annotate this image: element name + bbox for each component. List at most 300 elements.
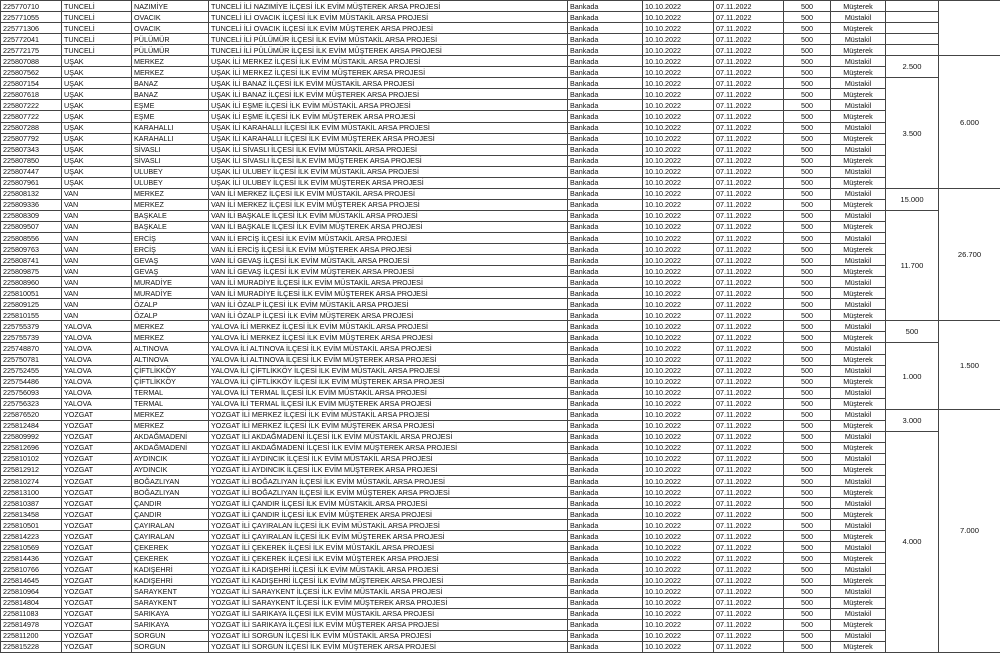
start-date-cell: 10.10.2022 <box>643 520 714 531</box>
quota-cell: 500 <box>784 641 831 652</box>
application-no-cell: 225813100 <box>1 487 62 498</box>
province-cell: UŞAK <box>62 111 132 122</box>
project-name-cell: VAN İLİ BAŞKALE İLÇESİ İLK EVİM MÜSTAKİL ARSA PROJESİ <box>209 210 568 221</box>
empty-cell <box>886 34 939 45</box>
start-date-cell: 10.10.2022 <box>643 332 714 343</box>
quota-cell: 500 <box>784 144 831 155</box>
status-cell: Bankada <box>568 133 643 144</box>
project-name-cell: YOZGAT İLİ AYDINCIK İLÇESİ İLK EVİM MÜSTAKİL ARSA PROJESİ <box>209 453 568 464</box>
start-date-cell: 10.10.2022 <box>643 244 714 255</box>
province-cell: VAN <box>62 199 132 210</box>
table-row <box>1 277 1000 288</box>
quota-cell: 500 <box>784 431 831 442</box>
start-date-cell: 10.10.2022 <box>643 464 714 475</box>
district-cell: MERKEZ <box>132 67 209 78</box>
project-name-cell: VAN İLİ ÖZALP İLÇESİ İLK EVİM MÜSTAKİL ARSA PROJESİ <box>209 299 568 310</box>
type-cell: Müstakil <box>831 255 886 266</box>
application-no-cell: 225812912 <box>1 464 62 475</box>
project-name-cell: VAN İLİ ÖZALP İLÇESİ İLK EVİM MÜŞTEREK ARSA PROJESİ <box>209 310 568 321</box>
table-row <box>1 244 1000 255</box>
start-date-cell: 10.10.2022 <box>643 442 714 453</box>
status-cell: Bankada <box>568 343 643 354</box>
type-cell: Müstakil <box>831 210 886 221</box>
quota-cell: 500 <box>784 553 831 564</box>
type-cell: Müşterek <box>831 111 886 122</box>
quota-cell: 500 <box>784 531 831 542</box>
district-cell: ALTINOVA <box>132 354 209 365</box>
province-cell: YOZGAT <box>62 520 132 531</box>
start-date-cell: 10.10.2022 <box>643 78 714 89</box>
district-cell: PÜLÜMÜR <box>132 34 209 45</box>
end-date-cell: 07.11.2022 <box>714 542 784 553</box>
district-cell: MURADİYE <box>132 277 209 288</box>
district-cell: MERKEZ <box>132 321 209 332</box>
end-date-cell: 07.11.2022 <box>714 520 784 531</box>
project-name-cell: UŞAK İLİ SİVASLI İLÇESİ İLK EVİM MÜSTAKİL ARSA PROJESİ <box>209 144 568 155</box>
district-cell: ERCİŞ <box>132 244 209 255</box>
district-cell: BAŞKALE <box>132 210 209 221</box>
status-cell: Bankada <box>568 520 643 531</box>
province-cell: UŞAK <box>62 67 132 78</box>
end-date-cell: 07.11.2022 <box>714 498 784 509</box>
status-cell: Bankada <box>568 630 643 641</box>
end-date-cell: 07.11.2022 <box>714 464 784 475</box>
status-cell: Bankada <box>568 409 643 420</box>
quota-cell: 500 <box>784 1 831 12</box>
status-cell: Bankada <box>568 542 643 553</box>
project-name-cell: UŞAK İLİ MERKEZ İLÇESİ İLK EVİM MÜSTAKİL ARSA PROJESİ <box>209 56 568 67</box>
table-row <box>1 89 1000 100</box>
start-date-cell: 10.10.2022 <box>643 453 714 464</box>
district-cell: AKDAĞMADENİ <box>132 442 209 453</box>
start-date-cell: 10.10.2022 <box>643 531 714 542</box>
table-row <box>1 255 1000 266</box>
status-cell: Bankada <box>568 575 643 586</box>
end-date-cell: 07.11.2022 <box>714 431 784 442</box>
province-cell: YOZGAT <box>62 409 132 420</box>
table-row <box>1 67 1000 78</box>
status-cell: Bankada <box>568 144 643 155</box>
table-row <box>1 221 1000 232</box>
project-name-cell: YOZGAT İLİ SARIKAYA İLÇESİ İLK EVİM MÜSTAKİL ARSA PROJESİ <box>209 608 568 619</box>
province-cell: YOZGAT <box>62 641 132 652</box>
district-cell: OVACIK <box>132 23 209 34</box>
empty-cell <box>886 1 939 12</box>
province-cell: YOZGAT <box>62 564 132 575</box>
start-date-cell: 10.10.2022 <box>643 155 714 166</box>
end-date-cell: 07.11.2022 <box>714 376 784 387</box>
project-name-cell: UŞAK İLİ EŞME İLÇESİ İLK EVİM MÜŞTEREK ARSA PROJESİ <box>209 111 568 122</box>
table-row <box>1 365 1000 376</box>
quota-cell: 500 <box>784 321 831 332</box>
end-date-cell: 07.11.2022 <box>714 166 784 177</box>
status-cell: Bankada <box>568 100 643 111</box>
quota-cell: 500 <box>784 277 831 288</box>
end-date-cell: 07.11.2022 <box>714 365 784 376</box>
quota-cell: 500 <box>784 520 831 531</box>
table-row <box>1 332 1000 343</box>
type-cell: Müşterek <box>831 509 886 520</box>
application-no-cell: 225807447 <box>1 166 62 177</box>
end-date-cell: 07.11.2022 <box>714 343 784 354</box>
quota-cell: 500 <box>784 266 831 277</box>
table-row <box>1 144 1000 155</box>
district-cell: SİVASLI <box>132 144 209 155</box>
start-date-cell: 10.10.2022 <box>643 144 714 155</box>
end-date-cell: 07.11.2022 <box>714 78 784 89</box>
table-row <box>1 232 1000 243</box>
province-total-cell: 26.700 <box>939 188 1000 321</box>
status-cell: Bankada <box>568 376 643 387</box>
application-no-cell: 225808132 <box>1 188 62 199</box>
application-no-cell: 225808556 <box>1 232 62 243</box>
district-cell: SARIKAYA <box>132 608 209 619</box>
province-cell: YOZGAT <box>62 542 132 553</box>
table-row <box>1 155 1000 166</box>
table-row <box>1 575 1000 586</box>
type-cell: Müstakil <box>831 12 886 23</box>
status-cell: Bankada <box>568 111 643 122</box>
end-date-cell: 07.11.2022 <box>714 232 784 243</box>
status-cell: Bankada <box>568 221 643 232</box>
district-cell: ULUBEY <box>132 166 209 177</box>
project-name-cell: VAN İLİ GEVAŞ İLÇESİ İLK EVİM MÜŞTEREK ARSA PROJESİ <box>209 266 568 277</box>
province-cell: UŞAK <box>62 78 132 89</box>
project-name-cell: YOZGAT İLİ SARAYKENT İLÇESİ İLK EVİM MÜŞTEREK ARSA PROJESİ <box>209 597 568 608</box>
application-no-cell: 225807850 <box>1 155 62 166</box>
type-cell: Müşterek <box>831 531 886 542</box>
quota-cell: 500 <box>784 111 831 122</box>
start-date-cell: 10.10.2022 <box>643 509 714 520</box>
type-cell: Müstakil <box>831 299 886 310</box>
type-cell: Müşterek <box>831 266 886 277</box>
district-subtotal-cell: 2.500 <box>886 56 939 78</box>
type-cell: Müşterek <box>831 376 886 387</box>
start-date-cell: 10.10.2022 <box>643 23 714 34</box>
district-cell: ÖZALP <box>132 310 209 321</box>
quota-cell: 500 <box>784 155 831 166</box>
start-date-cell: 10.10.2022 <box>643 387 714 398</box>
table-row <box>1 487 1000 498</box>
province-cell: YOZGAT <box>62 431 132 442</box>
status-cell: Bankada <box>568 509 643 520</box>
district-cell: KADIŞEHRİ <box>132 575 209 586</box>
province-cell: YOZGAT <box>62 630 132 641</box>
type-cell: Müstakil <box>831 78 886 89</box>
application-no-cell: 225807792 <box>1 133 62 144</box>
project-name-cell: VAN İLİ ERCİŞ İLÇESİ İLK EVİM MÜSTAKİL ARSA PROJESİ <box>209 232 568 243</box>
status-cell: Bankada <box>568 266 643 277</box>
quota-cell: 500 <box>784 210 831 221</box>
table-row <box>1 23 1000 34</box>
status-cell: Bankada <box>568 1 643 12</box>
start-date-cell: 10.10.2022 <box>643 288 714 299</box>
quota-cell: 500 <box>784 299 831 310</box>
table-row <box>1 354 1000 365</box>
province-cell: UŞAK <box>62 56 132 67</box>
application-no-cell: 225756323 <box>1 398 62 409</box>
end-date-cell: 07.11.2022 <box>714 221 784 232</box>
district-subtotal-cell: 500 <box>886 321 939 343</box>
district-cell: MURADİYE <box>132 288 209 299</box>
end-date-cell: 07.11.2022 <box>714 244 784 255</box>
status-cell: Bankada <box>568 288 643 299</box>
district-cell: BANAZ <box>132 89 209 100</box>
table-row <box>1 1 1000 12</box>
table-row <box>1 586 1000 597</box>
application-no-cell: 225813458 <box>1 509 62 520</box>
end-date-cell: 07.11.2022 <box>714 12 784 23</box>
application-no-cell: 225814223 <box>1 531 62 542</box>
status-cell: Bankada <box>568 23 643 34</box>
end-date-cell: 07.11.2022 <box>714 420 784 431</box>
district-cell: BOĞAZLIYAN <box>132 487 209 498</box>
quota-cell: 500 <box>784 23 831 34</box>
status-cell: Bankada <box>568 398 643 409</box>
quota-cell: 500 <box>784 89 831 100</box>
application-no-cell: 225809875 <box>1 266 62 277</box>
status-cell: Bankada <box>568 78 643 89</box>
type-cell: Müstakil <box>831 608 886 619</box>
project-name-cell: UŞAK İLİ KARAHALLI İLÇESİ İLK EVİM MÜŞTEREK ARSA PROJESİ <box>209 133 568 144</box>
project-name-cell: VAN İLİ MURADİYE İLÇESİ İLK EVİM MÜSTAKİL ARSA PROJESİ <box>209 277 568 288</box>
end-date-cell: 07.11.2022 <box>714 56 784 67</box>
start-date-cell: 10.10.2022 <box>643 608 714 619</box>
quota-cell: 500 <box>784 56 831 67</box>
end-date-cell: 07.11.2022 <box>714 553 784 564</box>
province-cell: TUNCELİ <box>62 34 132 45</box>
status-cell: Bankada <box>568 67 643 78</box>
province-cell: YOZGAT <box>62 608 132 619</box>
province-cell: UŞAK <box>62 122 132 133</box>
quota-cell: 500 <box>784 332 831 343</box>
table-row <box>1 630 1000 641</box>
application-no-cell: 225810274 <box>1 476 62 487</box>
quota-cell: 500 <box>784 575 831 586</box>
province-cell: YOZGAT <box>62 575 132 586</box>
district-cell: BANAZ <box>132 78 209 89</box>
type-cell: Müstakil <box>831 277 886 288</box>
status-cell: Bankada <box>568 641 643 652</box>
province-total-cell <box>939 1 1000 56</box>
province-cell: YOZGAT <box>62 586 132 597</box>
quota-cell: 500 <box>784 442 831 453</box>
district-cell: ÇANDIR <box>132 498 209 509</box>
type-cell: Müstakil <box>831 564 886 575</box>
district-cell: OVACIK <box>132 12 209 23</box>
quota-cell: 500 <box>784 288 831 299</box>
project-name-cell: YOZGAT İLİ KADIŞEHRİ İLÇESİ İLK EVİM MÜŞTEREK ARSA PROJESİ <box>209 575 568 586</box>
start-date-cell: 10.10.2022 <box>643 542 714 553</box>
start-date-cell: 10.10.2022 <box>643 630 714 641</box>
end-date-cell: 07.11.2022 <box>714 111 784 122</box>
status-cell: Bankada <box>568 553 643 564</box>
project-name-cell: UŞAK İLİ EŞME İLÇESİ İLK EVİM MÜSTAKİL ARSA PROJESİ <box>209 100 568 111</box>
province-cell: TUNCELİ <box>62 45 132 56</box>
district-cell: KADIŞEHRİ <box>132 564 209 575</box>
table-row <box>1 210 1000 221</box>
end-date-cell: 07.11.2022 <box>714 387 784 398</box>
quota-cell: 500 <box>784 310 831 321</box>
application-no-cell: 225752455 <box>1 365 62 376</box>
table-body <box>1 1 1000 653</box>
application-no-cell: 225811200 <box>1 630 62 641</box>
province-cell: TUNCELİ <box>62 23 132 34</box>
project-name-cell: YALOVA İLİ TERMAL İLÇESİ İLK EVİM MÜŞTEREK ARSA PROJESİ <box>209 398 568 409</box>
start-date-cell: 10.10.2022 <box>643 354 714 365</box>
district-cell: NAZIMİYE <box>132 1 209 12</box>
type-cell: Müşterek <box>831 442 886 453</box>
province-cell: YOZGAT <box>62 464 132 475</box>
type-cell: Müşterek <box>831 133 886 144</box>
district-cell: SORGUN <box>132 641 209 652</box>
province-cell: YALOVA <box>62 387 132 398</box>
end-date-cell: 07.11.2022 <box>714 453 784 464</box>
end-date-cell: 07.11.2022 <box>714 641 784 652</box>
type-cell: Müşterek <box>831 575 886 586</box>
end-date-cell: 07.11.2022 <box>714 619 784 630</box>
application-no-cell: 225814978 <box>1 619 62 630</box>
district-cell: GEVAŞ <box>132 266 209 277</box>
type-cell: Müstakil <box>831 34 886 45</box>
application-no-cell: 225815228 <box>1 641 62 652</box>
application-no-cell: 225810102 <box>1 453 62 464</box>
project-name-cell: YOZGAT İLİ ÇAYIRALAN İLÇESİ İLK EVİM MÜŞTEREK ARSA PROJESİ <box>209 531 568 542</box>
start-date-cell: 10.10.2022 <box>643 299 714 310</box>
application-no-cell: 225809992 <box>1 431 62 442</box>
quota-cell: 500 <box>784 453 831 464</box>
province-cell: YOZGAT <box>62 453 132 464</box>
province-cell: YOZGAT <box>62 498 132 509</box>
district-cell: ÇANDIR <box>132 509 209 520</box>
type-cell: Müşterek <box>831 177 886 188</box>
project-name-cell: YOZGAT İLİ SARIKAYA İLÇESİ İLK EVİM MÜŞTEREK ARSA PROJESİ <box>209 619 568 630</box>
province-cell: UŞAK <box>62 133 132 144</box>
table-row <box>1 641 1000 652</box>
end-date-cell: 07.11.2022 <box>714 188 784 199</box>
table-row <box>1 498 1000 509</box>
quota-cell: 500 <box>784 420 831 431</box>
status-cell: Bankada <box>568 244 643 255</box>
province-cell: YOZGAT <box>62 442 132 453</box>
project-name-cell: YOZGAT İLİ ÇEKEREK İLÇESİ İLK EVİM MÜSTAKİL ARSA PROJESİ <box>209 542 568 553</box>
end-date-cell: 07.11.2022 <box>714 597 784 608</box>
end-date-cell: 07.11.2022 <box>714 199 784 210</box>
start-date-cell: 10.10.2022 <box>643 210 714 221</box>
end-date-cell: 07.11.2022 <box>714 575 784 586</box>
quota-cell: 500 <box>784 188 831 199</box>
start-date-cell: 10.10.2022 <box>643 420 714 431</box>
start-date-cell: 10.10.2022 <box>643 553 714 564</box>
status-cell: Bankada <box>568 321 643 332</box>
application-no-cell: 225810051 <box>1 288 62 299</box>
table-row <box>1 122 1000 133</box>
start-date-cell: 10.10.2022 <box>643 188 714 199</box>
end-date-cell: 07.11.2022 <box>714 442 784 453</box>
district-cell: AKDAĞMADENİ <box>132 431 209 442</box>
district-cell: ÖZALP <box>132 299 209 310</box>
table-row <box>1 343 1000 354</box>
type-cell: Müstakil <box>831 520 886 531</box>
end-date-cell: 07.11.2022 <box>714 210 784 221</box>
end-date-cell: 07.11.2022 <box>714 100 784 111</box>
province-cell: UŞAK <box>62 155 132 166</box>
district-cell: PÜLÜMÜR <box>132 45 209 56</box>
project-name-cell: UŞAK İLİ BANAZ İLÇESİ İLK EVİM MÜSTAKİL ARSA PROJESİ <box>209 78 568 89</box>
table-row <box>1 531 1000 542</box>
district-cell: ÇİFTLİKKÖY <box>132 376 209 387</box>
quota-cell: 500 <box>784 221 831 232</box>
end-date-cell: 07.11.2022 <box>714 398 784 409</box>
end-date-cell: 07.11.2022 <box>714 133 784 144</box>
project-name-cell: YOZGAT İLİ ÇANDIR İLÇESİ İLK EVİM MÜŞTEREK ARSA PROJESİ <box>209 509 568 520</box>
province-cell: TUNCELİ <box>62 12 132 23</box>
province-cell: YOZGAT <box>62 487 132 498</box>
end-date-cell: 07.11.2022 <box>714 564 784 575</box>
start-date-cell: 10.10.2022 <box>643 487 714 498</box>
province-cell: UŞAK <box>62 89 132 100</box>
status-cell: Bankada <box>568 431 643 442</box>
status-cell: Bankada <box>568 232 643 243</box>
table-row <box>1 398 1000 409</box>
start-date-cell: 10.10.2022 <box>643 498 714 509</box>
district-subtotal-cell: 1.000 <box>886 343 939 409</box>
province-cell: YOZGAT <box>62 509 132 520</box>
start-date-cell: 10.10.2022 <box>643 56 714 67</box>
application-no-cell: 225812696 <box>1 442 62 453</box>
quota-cell: 500 <box>784 34 831 45</box>
end-date-cell: 07.11.2022 <box>714 122 784 133</box>
province-cell: VAN <box>62 277 132 288</box>
start-date-cell: 10.10.2022 <box>643 255 714 266</box>
end-date-cell: 07.11.2022 <box>714 586 784 597</box>
status-cell: Bankada <box>568 476 643 487</box>
status-cell: Bankada <box>568 420 643 431</box>
table-row <box>1 34 1000 45</box>
quota-cell: 500 <box>784 100 831 111</box>
end-date-cell: 07.11.2022 <box>714 630 784 641</box>
application-no-cell: 225807722 <box>1 111 62 122</box>
type-cell: Müşterek <box>831 354 886 365</box>
application-no-cell: 225755379 <box>1 321 62 332</box>
project-name-cell: VAN İLİ GEVAŞ İLÇESİ İLK EVİM MÜSTAKİL ARSA PROJESİ <box>209 255 568 266</box>
type-cell: Müstakil <box>831 409 886 420</box>
quota-cell: 500 <box>784 244 831 255</box>
status-cell: Bankada <box>568 45 643 56</box>
project-name-cell: TUNCELİ İLİ PÜLÜMÜR İLÇESİ İLK EVİM MÜSTAKİL ARSA PROJESİ <box>209 34 568 45</box>
start-date-cell: 10.10.2022 <box>643 431 714 442</box>
end-date-cell: 07.11.2022 <box>714 67 784 78</box>
status-cell: Bankada <box>568 442 643 453</box>
type-cell: Müşterek <box>831 89 886 100</box>
project-name-cell: YALOVA İLİ TERMAL İLÇESİ İLK EVİM MÜSTAKİL ARSA PROJESİ <box>209 387 568 398</box>
end-date-cell: 07.11.2022 <box>714 89 784 100</box>
quota-cell: 500 <box>784 199 831 210</box>
start-date-cell: 10.10.2022 <box>643 177 714 188</box>
table-row <box>1 619 1000 630</box>
application-no-cell: 225771306 <box>1 23 62 34</box>
type-cell: Müstakil <box>831 365 886 376</box>
end-date-cell: 07.11.2022 <box>714 476 784 487</box>
type-cell: Müstakil <box>831 630 886 641</box>
start-date-cell: 10.10.2022 <box>643 111 714 122</box>
project-name-cell: YOZGAT İLİ ÇEKEREK İLÇESİ İLK EVİM MÜŞTEREK ARSA PROJESİ <box>209 553 568 564</box>
application-no-cell: 225812484 <box>1 420 62 431</box>
table-row <box>1 199 1000 210</box>
district-cell: ALTINOVA <box>132 343 209 354</box>
start-date-cell: 10.10.2022 <box>643 365 714 376</box>
project-name-cell: VAN İLİ ERCİŞ İLÇESİ İLK EVİM MÜŞTEREK ARSA PROJESİ <box>209 244 568 255</box>
